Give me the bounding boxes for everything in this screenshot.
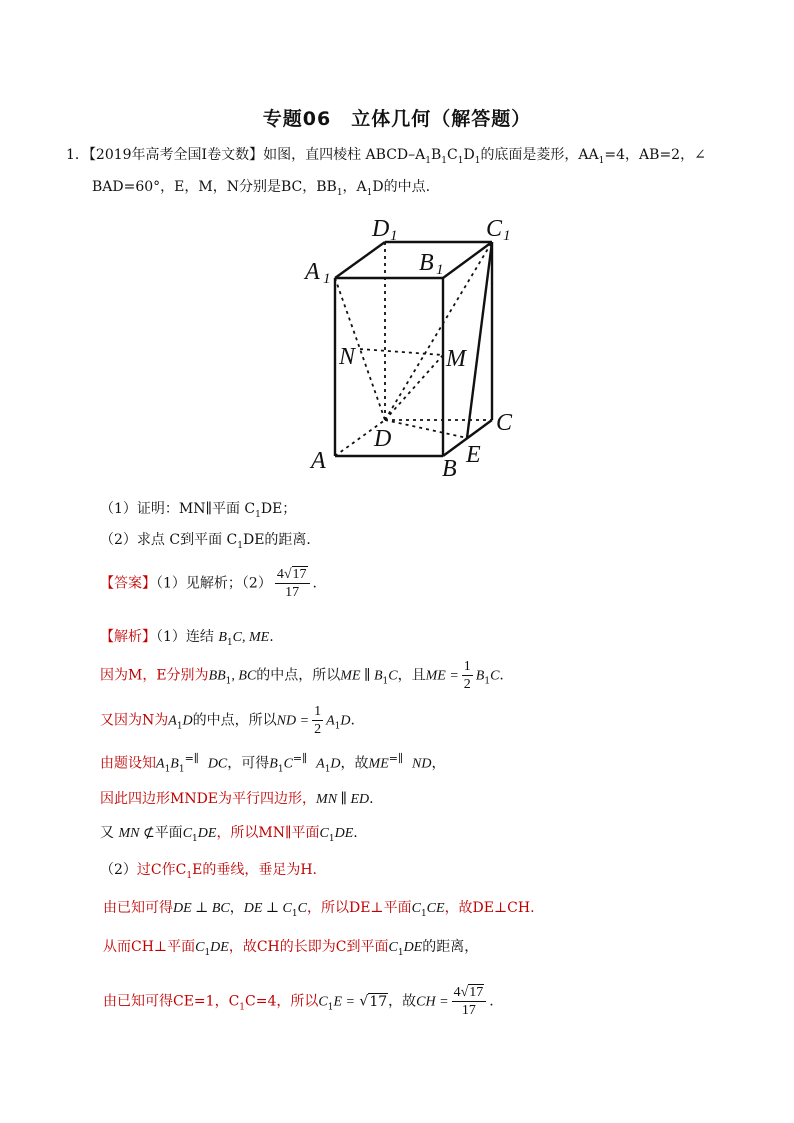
edge-A1D1 <box>335 242 385 278</box>
solution-line3: 又因为N为$A_1D$的中点，所以ND = $\frac{1}{2}$ $A_1D$. <box>100 704 355 737</box>
hidden-NM <box>360 349 443 355</box>
solution-line7: （2）过C作$C_1E$的垂线，垂足为H. <box>100 862 317 881</box>
label-D1-sub: 1 <box>390 228 398 244</box>
solution-line2: 因为M，E分别为$BB_1$, BC的中点，所以ME ∥ $B_1C$，且ME = $\frac{1}{2}$ $B_1C$. <box>100 659 504 692</box>
hidden-DM <box>385 355 443 420</box>
question-1: （1）证明：MN∥平面 $C_1DE$； <box>100 501 297 520</box>
solution-line6: 又 MN ⊄平面$C_1DE$，所以MN∥平面$C_1DE$. <box>100 825 358 844</box>
label-A1-sub: 1 <box>323 271 331 287</box>
answer-fraction: $\frac{4√17}{17}$ <box>275 566 310 601</box>
solution-line1: 【解析】（1）连结 $B_1C$, ME. <box>100 629 274 648</box>
label-N: N <box>339 344 356 370</box>
label-M: M <box>446 346 466 372</box>
solution-line5: 因此四边形MNDE为平行四边形，MN ∥ ED. <box>100 791 374 807</box>
label-D1: D <box>372 216 390 242</box>
ch-fraction: $\frac{4√17}{17}$ <box>452 984 487 1019</box>
answer-line: 【答案】（1）见解析；（2） $\frac{4√17}{17}$ . <box>100 567 317 600</box>
solution-line9: 从而CH⊥平面$C_1DE$，故CH的长即为C到平面$C_1DE$的距离， <box>103 939 479 958</box>
label-A: A <box>311 448 326 474</box>
solution-line4: 由题设知$A_1B_1^{=\parallel}$ DC，可得$B_1C^{=\parallel}$ $A_1D$，故ME=∥ ND， <box>100 752 446 775</box>
prism-figure <box>300 205 530 485</box>
label-C: C <box>496 410 513 436</box>
label-D: D <box>374 426 392 452</box>
solution-line10: 由已知可得CE=1，$C_1C=4$，所以$C_1E = √17$，故CH = $\frac{4√17}{17}$ . <box>103 985 494 1018</box>
edge-C1E <box>467 242 492 438</box>
label-B: B <box>442 456 457 482</box>
label-C1: C <box>486 216 503 242</box>
problem-stem-line1: 1．【2019年高考全国Ⅰ卷文数】如图，直四棱柱 ABCD–$A_1B_1C_1D_1$的底面是菱形，$AA_1=4$，AB=2，∠ <box>66 147 706 166</box>
label-E: E <box>466 442 481 468</box>
page-title: 专题06 立体几何（解答题） <box>262 108 532 130</box>
label-A1: A <box>305 259 320 285</box>
label-B1-sub: 1 <box>436 262 444 278</box>
edge-C1B1 <box>443 242 492 278</box>
question-2: （2）求点 C到平面 $C_1DE$的距离． <box>100 532 321 551</box>
solution-line8: 由已知可得DE ⊥ BC，DE ⊥ $C_1C$，所以DE⊥平面$C_1CE$，故DE⊥CH. <box>103 900 535 919</box>
label-C1-sub: 1 <box>503 228 511 244</box>
hidden-DE <box>385 420 467 438</box>
label-B1: B <box>419 250 434 276</box>
problem-stem-line2: BAD=60°，E，M，N分别是BC，$BB_1$，$A_1D$的中点. <box>92 179 431 198</box>
